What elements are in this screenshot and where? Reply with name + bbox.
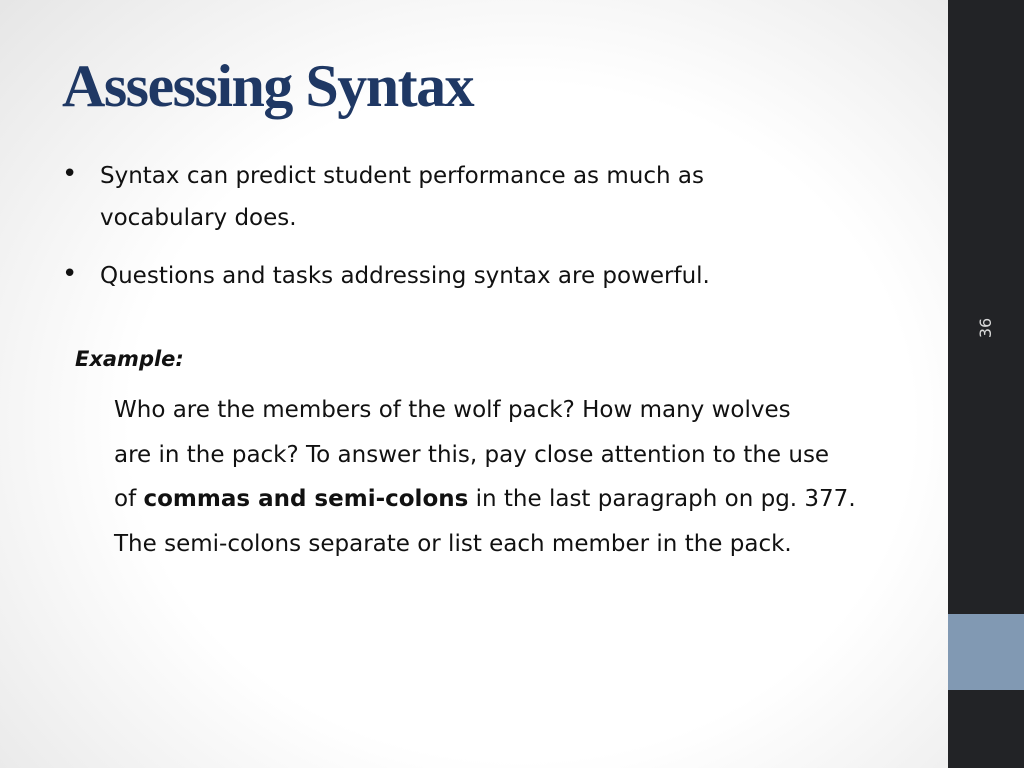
example-line: Who are the members of the wolf pack? How many wolves bbox=[114, 397, 791, 423]
example-label: Example: bbox=[75, 347, 184, 371]
example-paragraph bbox=[114, 388, 914, 566]
bullet-marker: • bbox=[62, 159, 78, 189]
slide-title: Assessing Syntax bbox=[62, 53, 474, 119]
example-line: The semi-colons separate or list each member in the pack. bbox=[114, 530, 792, 557]
bullet-item bbox=[60, 155, 780, 239]
bullet-text-line: Questions and tasks addressing syntax are powerful. bbox=[100, 263, 710, 289]
slide-number: 36 bbox=[976, 317, 995, 339]
bullet-item bbox=[60, 255, 780, 297]
example-text: in the last paragraph on pg. 377. bbox=[468, 486, 856, 512]
example-line bbox=[114, 477, 914, 522]
example-text: of bbox=[114, 486, 144, 512]
sidebar-accent-block bbox=[948, 614, 1024, 690]
bullet-text-line: Syntax can predict student performance as much as bbox=[100, 163, 704, 189]
bullet-marker: • bbox=[62, 259, 78, 289]
bullet-text-line: vocabulary does. bbox=[100, 205, 297, 231]
example-line: are in the pack? To answer this, pay close attention to the use bbox=[114, 441, 830, 468]
bullet-list bbox=[60, 155, 780, 313]
slide-sidebar bbox=[948, 0, 1024, 768]
emphasized-text: commas and semi-colons bbox=[143, 486, 469, 512]
